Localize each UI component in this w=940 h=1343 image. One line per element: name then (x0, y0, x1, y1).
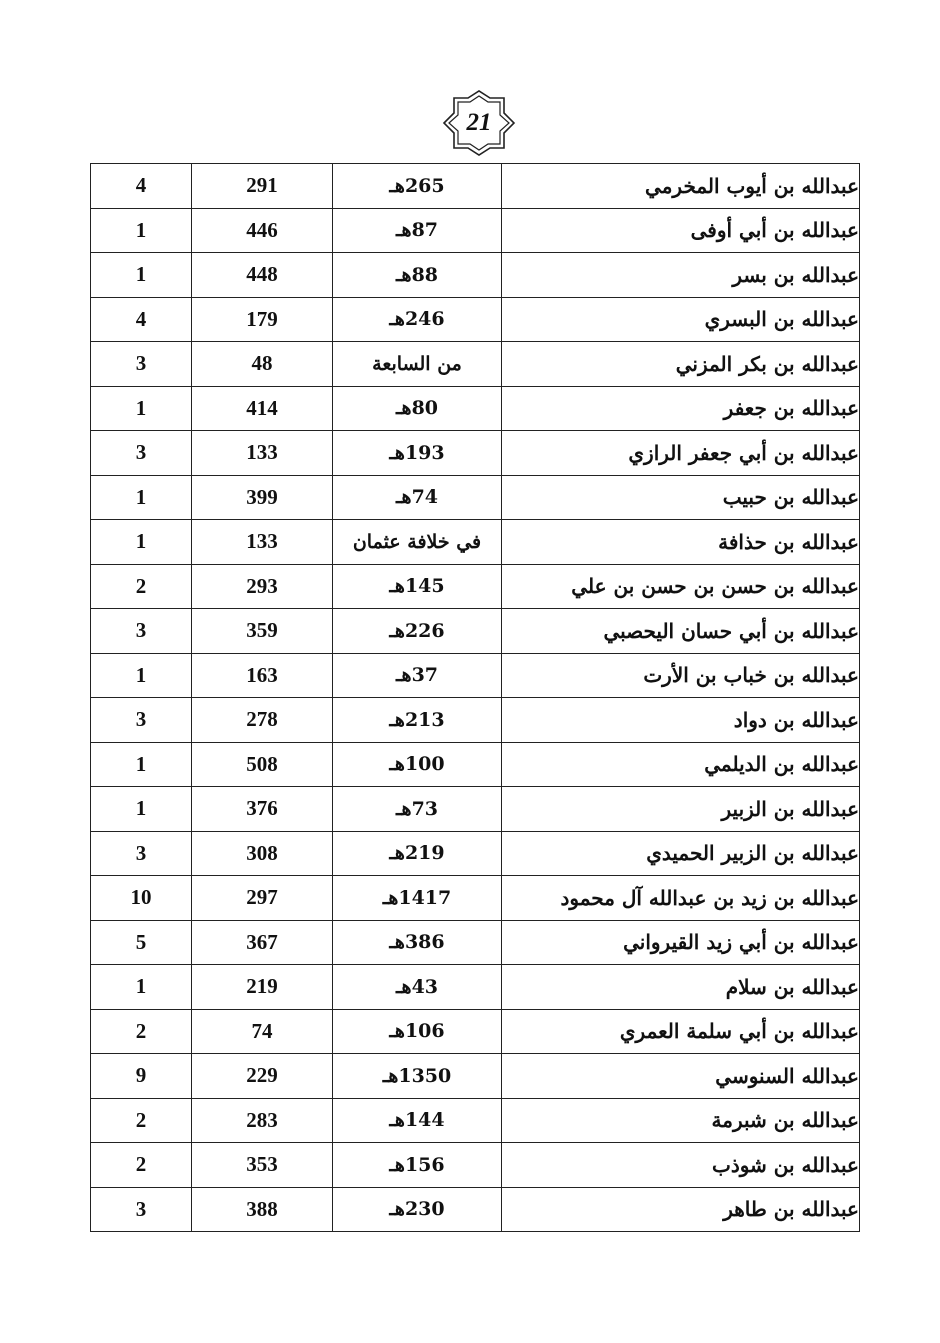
page-ref: 278 (192, 698, 333, 743)
page-ref: 179 (192, 297, 333, 342)
table-row (91, 787, 860, 832)
narration-count: 1 (91, 520, 192, 565)
death-date: 80هـ (333, 386, 502, 431)
death-date: 219هـ (333, 831, 502, 876)
narrator-name: عبدالله بن الديلمي (502, 742, 860, 787)
narrator-name: عبدالله بن أبي جعفر الرازي (502, 431, 860, 476)
death-date: 230هـ (333, 1187, 502, 1232)
death-date: 144هـ (333, 1098, 502, 1143)
death-date: 106هـ (333, 1009, 502, 1054)
page-ref: 48 (192, 342, 333, 387)
page-ref: 414 (192, 386, 333, 431)
narration-count: 10 (91, 876, 192, 921)
narration-count: 2 (91, 1009, 192, 1054)
narrator-name: عبدالله بن الزبير الحميدي (502, 831, 860, 876)
page-ref: 293 (192, 564, 333, 609)
death-date: 1417هـ (333, 876, 502, 921)
page-ref: 376 (192, 787, 333, 832)
page-ref: 219 (192, 965, 333, 1010)
narrator-name: عبدالله بن بكر المزني (502, 342, 860, 387)
death-date: 265هـ (333, 164, 502, 209)
table-row (91, 876, 860, 921)
narrator-name: عبدالله بن طاهر (502, 1187, 860, 1232)
narration-count: 1 (91, 787, 192, 832)
narration-count: 3 (91, 609, 192, 654)
narrator-name: عبدالله بن بسر (502, 253, 860, 298)
death-date: 226هـ (333, 609, 502, 654)
narration-count: 1 (91, 475, 192, 520)
narration-count: 2 (91, 1143, 192, 1188)
page-ref: 359 (192, 609, 333, 654)
death-date: 213هـ (333, 698, 502, 743)
page-number: 21 (466, 109, 492, 136)
narration-count: 3 (91, 698, 192, 743)
table-row (91, 1098, 860, 1143)
narration-count: 4 (91, 164, 192, 209)
narration-count: 5 (91, 920, 192, 965)
page-ref: 308 (192, 831, 333, 876)
table-row (91, 965, 860, 1010)
narration-count: 3 (91, 431, 192, 476)
death-date: 37هـ (333, 653, 502, 698)
page-ref: 291 (192, 164, 333, 209)
narrator-name: عبدالله بن حذافة (502, 520, 860, 565)
page-ref: 229 (192, 1054, 333, 1099)
narrator-name: عبدالله بن جعفر (502, 386, 860, 431)
narration-count: 1 (91, 208, 192, 253)
table-row (91, 164, 860, 209)
page-ref: 163 (192, 653, 333, 698)
death-date: 1350هـ (333, 1054, 502, 1099)
narrator-name: عبدالله بن سلام (502, 965, 860, 1010)
page-ref: 399 (192, 475, 333, 520)
table-row (91, 342, 860, 387)
narrator-name: عبدالله بن أيوب المخرمي (502, 164, 860, 209)
page-ref: 388 (192, 1187, 333, 1232)
narration-count: 9 (91, 1054, 192, 1099)
narration-count: 1 (91, 653, 192, 698)
narrator-name: عبدالله بن حبيب (502, 475, 860, 520)
narration-count: 2 (91, 1098, 192, 1143)
death-date: 156هـ (333, 1143, 502, 1188)
narrator-name: عبدالله بن خباب بن الأرت (502, 653, 860, 698)
death-date: 73هـ (333, 787, 502, 832)
death-date: 88هـ (333, 253, 502, 298)
narrator-name: عبدالله بن البسري (502, 297, 860, 342)
death-date: 74هـ (333, 475, 502, 520)
narration-count: 3 (91, 342, 192, 387)
table-row (91, 564, 860, 609)
narrator-name: عبدالله بن أبي أوفى (502, 208, 860, 253)
table-row (91, 1009, 860, 1054)
page-ref: 367 (192, 920, 333, 965)
narrator-name: عبدالله بن أبي سلمة العمري (502, 1009, 860, 1054)
narrator-name: عبدالله بن زيد بن عبدالله آل محمود (502, 876, 860, 921)
narration-count: 1 (91, 742, 192, 787)
narrator-name: عبدالله بن حسن بن حسن بن علي (502, 564, 860, 609)
death-date: 145هـ (333, 564, 502, 609)
narrator-name: عبدالله بن أبي حسان اليحصبي (502, 609, 860, 654)
table-row (91, 1054, 860, 1099)
table-row (91, 520, 860, 565)
page-ref: 74 (192, 1009, 333, 1054)
page-ref: 508 (192, 742, 333, 787)
page-ref: 353 (192, 1143, 333, 1188)
table-row (91, 609, 860, 654)
table-row (91, 208, 860, 253)
table-row (91, 831, 860, 876)
page-ref: 297 (192, 876, 333, 921)
page-ref: 133 (192, 431, 333, 476)
narration-count: 1 (91, 386, 192, 431)
narrator-name: عبدالله السنوسي (502, 1054, 860, 1099)
table-row (91, 253, 860, 298)
table-row (91, 1187, 860, 1232)
narrator-name: عبدالله بن شوذب (502, 1143, 860, 1188)
table-row (91, 698, 860, 743)
death-date: من السابعة (333, 342, 502, 387)
table-row (91, 475, 860, 520)
narrators-index-table (90, 163, 860, 1232)
page-ref: 133 (192, 520, 333, 565)
narration-count: 2 (91, 564, 192, 609)
table-row (91, 742, 860, 787)
death-date: 43هـ (333, 965, 502, 1010)
narration-count: 3 (91, 831, 192, 876)
narrator-name: عبدالله بن أبي زيد القيرواني (502, 920, 860, 965)
narrator-name: عبدالله بن الزبير (502, 787, 860, 832)
table-row (91, 653, 860, 698)
death-date: 246هـ (333, 297, 502, 342)
table-row (91, 431, 860, 476)
death-date: 100هـ (333, 742, 502, 787)
page-number-badge (436, 90, 522, 156)
table-row (91, 1143, 860, 1188)
death-date: 386هـ (333, 920, 502, 965)
page-ref: 446 (192, 208, 333, 253)
narration-count: 3 (91, 1187, 192, 1232)
table-row (91, 297, 860, 342)
table-body (91, 164, 860, 1232)
death-date: في خلافة عثمان (333, 520, 502, 565)
narrator-name: عبدالله بن شبرمة (502, 1098, 860, 1143)
page-ref: 283 (192, 1098, 333, 1143)
narration-count: 4 (91, 297, 192, 342)
death-date: 193هـ (333, 431, 502, 476)
narrator-name: عبدالله بن دواد (502, 698, 860, 743)
table-row (91, 920, 860, 965)
narration-count: 1 (91, 965, 192, 1010)
narration-count: 1 (91, 253, 192, 298)
death-date: 87هـ (333, 208, 502, 253)
page-ref: 448 (192, 253, 333, 298)
table-row (91, 386, 860, 431)
